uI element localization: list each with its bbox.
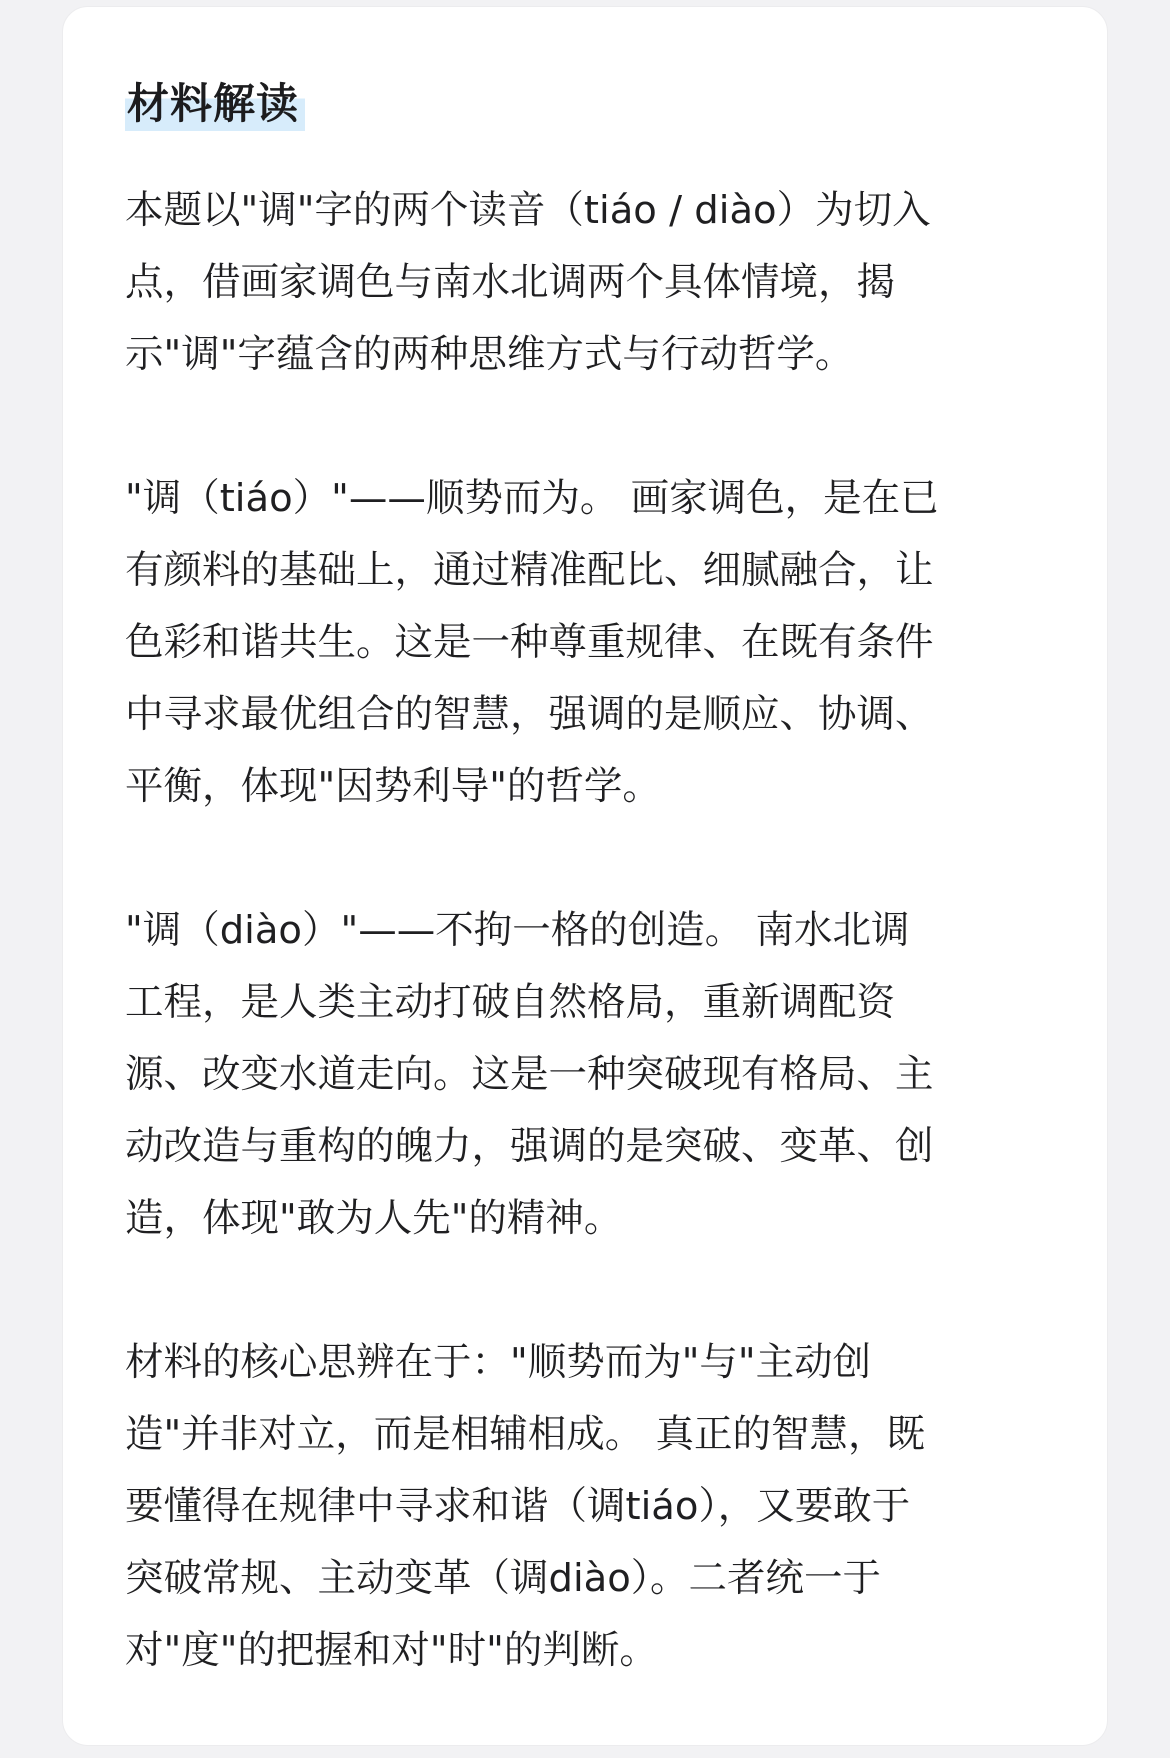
section-heading bbox=[125, 77, 305, 131]
text-line: "调（tiáo）"——顺势而为。 画家调色，是在已 bbox=[125, 476, 939, 521]
text-line: 示"调"字蕴含的两种思维方式与行动哲学。 bbox=[125, 332, 854, 377]
paragraph-intro bbox=[125, 175, 1045, 391]
text-line: 源、改变水道走向。这是一种突破现有格局、主 bbox=[125, 1052, 934, 1097]
text-line: 造，体现"敢为人先"的精神。 bbox=[125, 1196, 623, 1241]
text-line: 造"并非对立，而是相辅相成。 真正的智慧，既 bbox=[125, 1412, 925, 1457]
section-heading-text: 材料解读 bbox=[125, 77, 305, 131]
text-line: 突破常规、主动变革（调diào）。二者统一于 bbox=[125, 1556, 882, 1601]
paragraph-tiao bbox=[125, 463, 1045, 823]
text-line: 平衡，体现"因势利导"的哲学。 bbox=[125, 764, 661, 809]
article-body bbox=[125, 175, 1045, 1687]
text-line: 对"度"的把握和对"时"的判断。 bbox=[125, 1628, 658, 1673]
text-line: 动改造与重构的魄力，强调的是突破、变革、创 bbox=[125, 1124, 934, 1169]
text-line: 点，借画家调色与南水北调两个具体情境，揭 bbox=[125, 260, 896, 305]
text-line: 有颜料的基础上，通过精准配比、细腻融合，让 bbox=[125, 548, 934, 593]
text-line: "调（diào）"——不拘一格的创造。 南水北调 bbox=[125, 908, 910, 953]
text-line: 色彩和谐共生。这是一种尊重规律、在既有条件 bbox=[125, 620, 934, 665]
paragraph-conclusion bbox=[125, 1327, 1045, 1687]
text-line: 要懂得在规律中寻求和谐（调tiáo），又要敢于 bbox=[125, 1484, 911, 1529]
text-line: 中寻求最优组合的智慧，强调的是顺应、协调、 bbox=[125, 692, 934, 737]
paragraph-diao bbox=[125, 895, 1045, 1255]
text-line: 材料的核心思辨在于："顺势而为"与"主动创 bbox=[125, 1340, 872, 1385]
text-line: 本题以"调"字的两个读音（tiáo / diào）为切入 bbox=[125, 188, 931, 233]
content-card bbox=[62, 6, 1108, 1746]
text-line: 工程，是人类主动打破自然格局，重新调配资 bbox=[125, 980, 896, 1025]
